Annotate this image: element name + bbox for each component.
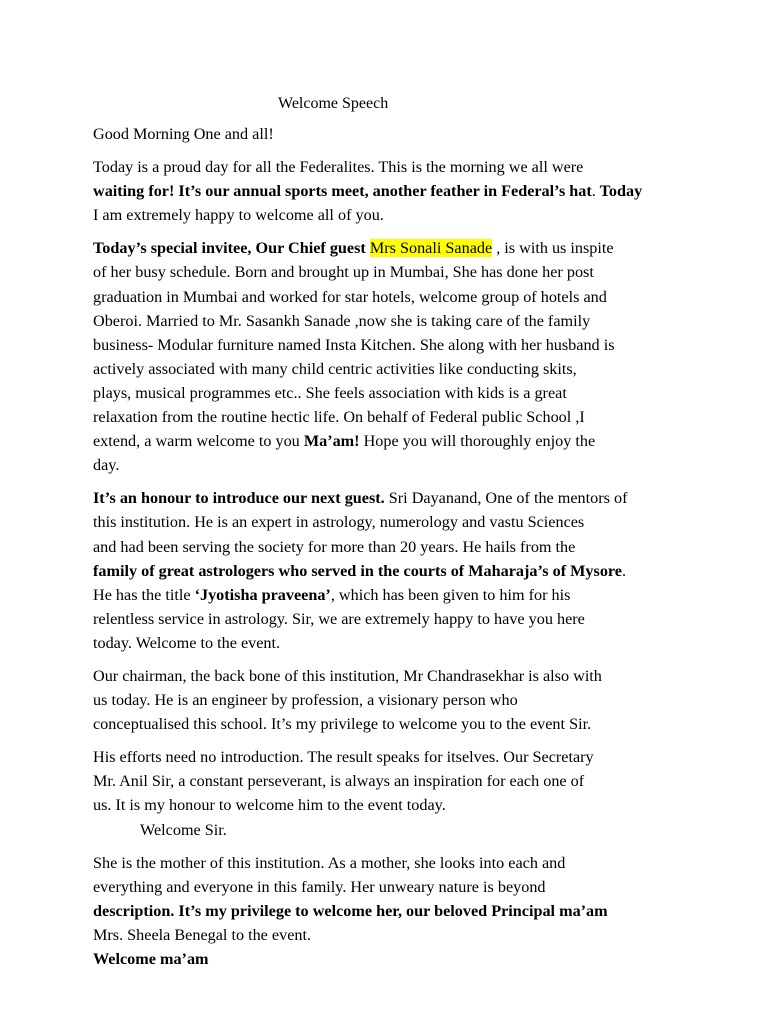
text-line <box>93 559 693 583</box>
text-line: Today is a proud day for all the Federalites. This is the morning we all were <box>93 158 584 177</box>
plain-text: He has the title <box>93 585 195 604</box>
text-line: I am extremely happy to welcome all of you. <box>93 206 384 225</box>
text-line: day. <box>93 456 120 475</box>
document-page <box>93 93 693 980</box>
plain-text: , which has been given to him for his <box>330 585 571 604</box>
plain-text: extend, a warm welcome to you <box>93 432 304 451</box>
text-line: Our chairman, the back bone of this institution, Mr Chandrasekhar is also with <box>93 666 602 685</box>
plain-text: . <box>591 182 596 201</box>
text-line: relaxation from the routine hectic life. On behalf of Federal public School ,I <box>93 408 585 427</box>
text-line: this institution. He is an expert in astrology, numerology and vastu Sciences <box>93 513 585 532</box>
text-line <box>93 236 693 260</box>
second-guest-paragraph <box>93 486 693 655</box>
text-line: us. It is my honour to welcome him to the event today. <box>93 796 446 815</box>
text-line: graduation in Mumbai and worked for star hotels, welcome group of hotels and <box>93 287 607 306</box>
text-line: His efforts need no introduction. The result speaks for itselves. Our Secretary <box>93 748 594 767</box>
greeting-line: Good Morning One and all! <box>93 125 274 143</box>
text-line <box>93 583 693 607</box>
text-line: She is the mother of this institution. As a mother, she looks into each and <box>93 853 566 872</box>
secretary-paragraph <box>93 745 693 841</box>
text-line: plays, musical programmes etc.. She feels association with kids is a great <box>93 383 567 402</box>
text-line <box>93 947 693 971</box>
bold-text: family of great astrologers who served in the courts of Maharaja’s of Mysore <box>93 561 622 580</box>
text-line: Mr. Anil Sir, a constant perseverant, is always an inspiration for each one of <box>93 772 585 791</box>
plain-text: , is with us inspite <box>492 239 614 258</box>
text-line: actively associated with many child centric activities like conducting skits, <box>93 359 577 378</box>
text-line: of her busy schedule. Born and brought up in Mumbai, She has done her post <box>93 263 594 282</box>
plain-text: Sri Dayanand, One of the mentors of <box>384 489 628 508</box>
text-line <box>93 179 693 203</box>
bold-text: Today’s special invitee, Our Chief guest <box>93 239 370 258</box>
text-line: us today. He is an engineer by profession, a visionary person who <box>93 691 518 710</box>
text-line: business- Modular furniture named Insta Kitchen. She along with her husband is <box>93 335 615 354</box>
plain-text: Hope you will thoroughly enjoy the <box>359 432 596 451</box>
plain-text: . <box>622 561 627 580</box>
text-line: conceptualised this school. It’s my privilege to welcome you to the event Sir. <box>93 715 592 734</box>
text-line: Mrs. Sheela Benegal to the event. <box>93 925 312 944</box>
highlighted-name: Mrs Sonali Sanade <box>369 239 493 258</box>
speech-title: Welcome Speech <box>278 95 389 112</box>
text-line: everything and everyone in this family. Her unweary nature is beyond <box>93 877 546 896</box>
bold-text: Ma’am! <box>303 432 360 451</box>
text-line: today. Welcome to the event. <box>93 633 281 652</box>
bold-text: waiting for! It’s our annual sports meet, another feather in Federal’s hat <box>93 182 592 201</box>
text-line <box>93 429 693 453</box>
principal-paragraph <box>93 851 693 971</box>
text-line: Oberoi. Married to Mr. Sasankh Sanade ,now she is taking care of the family <box>93 311 591 330</box>
text-line: Welcome Sir. <box>140 820 227 839</box>
bold-text: Welcome ma’am <box>93 950 209 968</box>
chairman-paragraph <box>93 664 693 736</box>
chief-guest-paragraph <box>93 236 693 477</box>
text-line <box>93 486 693 510</box>
bold-text: ‘Jyotisha praveena’ <box>194 585 331 604</box>
text-line <box>93 899 693 923</box>
text-line: and had been serving the society for more than 20 years. He hails from the <box>93 537 576 556</box>
greeting-paragraph <box>93 122 693 146</box>
bold-text: It’s an honour to introduce our next guest. <box>93 489 385 508</box>
text-line: relentless service in astrology. Sir, we are extremely happy to have you here <box>93 609 585 628</box>
opening-paragraph <box>93 155 693 227</box>
bold-text: description. It’s my privilege to welcome her, our beloved Principal ma’am <box>93 901 608 920</box>
bold-text: Today <box>595 182 643 201</box>
